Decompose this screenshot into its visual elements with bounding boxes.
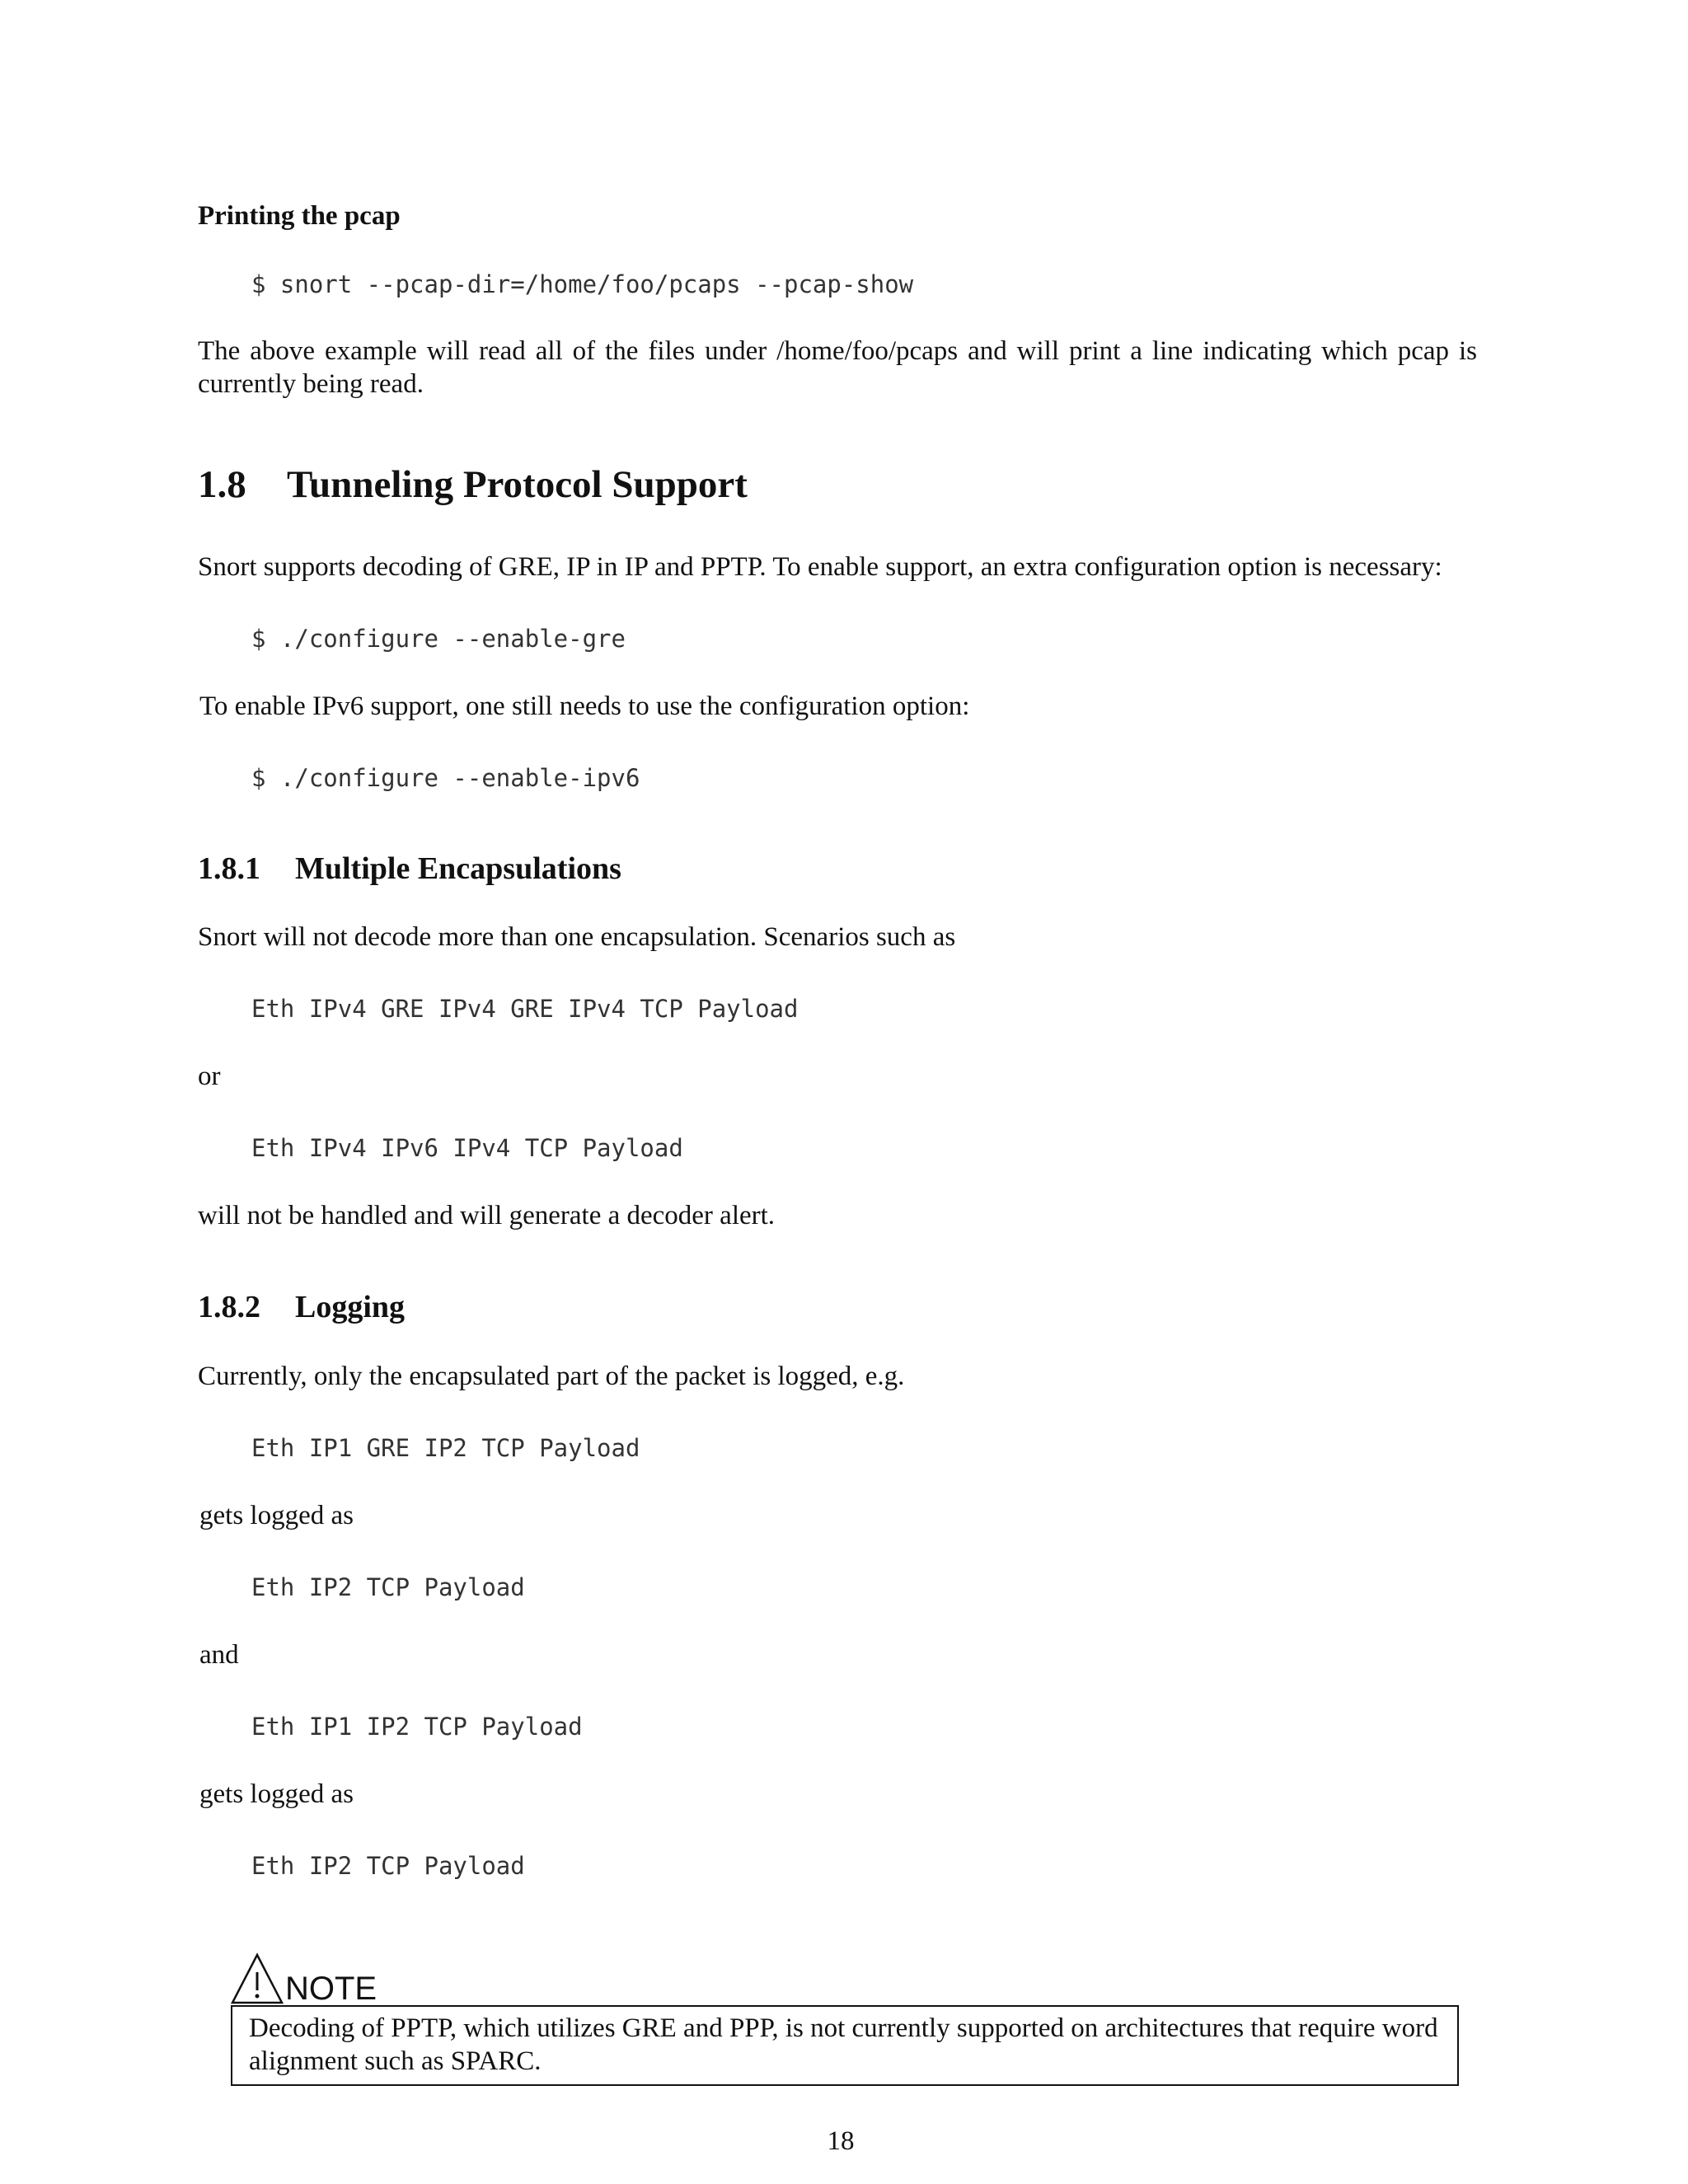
note-label: NOTE bbox=[285, 1971, 377, 2007]
code-line-logging-example-2: Eth IP1 IP2 TCP Payload bbox=[251, 1713, 583, 1741]
code-line-logging-result-2: Eth IP2 TCP Payload bbox=[251, 1852, 525, 1880]
code-line-enable-gre: $ ./configure --enable-gre bbox=[251, 625, 626, 653]
section-intro: Snort supports decoding of GRE, IP in IP and PPTP. To enable support, an extra configuration option is necessary: bbox=[198, 552, 1442, 582]
logging-intro: Currently, only the encapsulated part of the packet is logged, e.g. bbox=[198, 1361, 905, 1391]
subsection-number: 1.8.2 bbox=[198, 1290, 260, 1324]
section-title: Tunneling Protocol Support bbox=[287, 463, 748, 506]
code-line-example-1: Eth IPv4 GRE IPv4 GRE IPv4 TCP Payload bbox=[251, 995, 799, 1023]
code-line-example-2: Eth IPv4 IPv6 IPv4 TCP Payload bbox=[251, 1134, 683, 1162]
logged-as-text: gets logged as bbox=[199, 1501, 354, 1530]
code-line-logging-result-1: Eth IP2 TCP Payload bbox=[251, 1573, 525, 1601]
section-number: 1.8 bbox=[198, 463, 246, 506]
section-heading bbox=[198, 462, 748, 508]
logged-as-text: gets logged as bbox=[199, 1779, 354, 1809]
subsection-number: 1.8.1 bbox=[198, 851, 260, 886]
subsection-title: Multiple Encapsulations bbox=[295, 851, 621, 886]
warning-triangle-icon bbox=[231, 1952, 285, 2005]
encapsulation-conclusion: will not be handled and will generate a decoder alert. bbox=[198, 1201, 776, 1230]
or-text: or bbox=[198, 1062, 221, 1091]
and-text: and bbox=[199, 1640, 239, 1670]
note-box bbox=[231, 2005, 1459, 2086]
subsection-heading-logging bbox=[198, 1288, 405, 1326]
note-text: Decoding of PPTP, which utilizes GRE and PPP, is not currently supported on architectures that require word alignment such as SPARC. bbox=[249, 2013, 1438, 2076]
subsection-heading-multiple-encapsulations bbox=[198, 850, 621, 888]
code-line-logging-example-1: Eth IP1 GRE IP2 TCP Payload bbox=[251, 1434, 640, 1462]
code-line-pcap-show: $ snort --pcap-dir=/home/foo/pcaps --pcap-show bbox=[251, 270, 914, 298]
pcap-description: The above example will read all of the files under /home/foo/pcaps and will print a line indicating which pcap is currently being read. bbox=[198, 336, 1477, 399]
note-header bbox=[231, 1949, 1459, 2005]
encapsulation-intro: Snort will not decode more than one encapsulation. Scenarios such as bbox=[198, 922, 956, 952]
code-line-enable-ipv6: $ ./configure --enable-ipv6 bbox=[251, 764, 640, 792]
ipv6-text: To enable IPv6 support, one still needs to use the configuration option: bbox=[199, 691, 970, 721]
page-number: 18 bbox=[827, 2126, 855, 2156]
subsection-title: Logging bbox=[295, 1290, 406, 1324]
paragraph-title: Printing the pcap bbox=[198, 201, 401, 231]
note-callout bbox=[231, 1949, 1459, 2086]
